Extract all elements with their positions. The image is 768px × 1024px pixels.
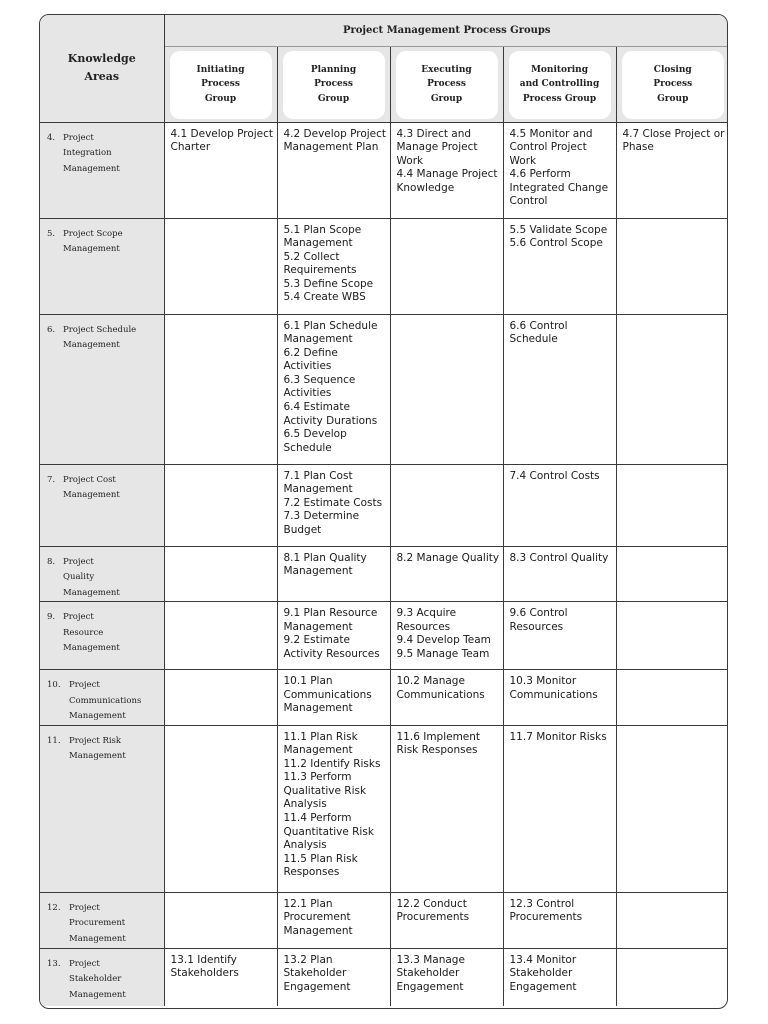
process-cell-planning [277, 670, 390, 726]
process-item: 6.2 Define Activities [283, 346, 338, 373]
knowledge-area-cell [40, 670, 164, 726]
process-group-label-line: and Controlling [519, 79, 600, 90]
process-cell-initiating [164, 725, 277, 892]
process-item: 5.3 Define Scope [283, 277, 374, 290]
process-item: 4.4 Manage Project Knowledge [396, 168, 498, 194]
process-cell-executing [390, 892, 503, 948]
process-item: 4.7 Close Project or Phase [622, 127, 725, 154]
knowledge-area-label-line: Project [63, 612, 94, 622]
process-group-card [283, 51, 385, 119]
knowledge-area-label-line: Project [69, 902, 100, 913]
process-item: 8.2 Manage Quality [396, 551, 500, 564]
process-group-label-line: Group [657, 93, 689, 104]
knowledge-area-number: 7. [47, 474, 56, 485]
process-cell-monitoring-controlling [503, 948, 616, 1006]
process-item: 4.3 Direct and Manage Project Work [396, 127, 478, 167]
process-item: 4.1 Develop Project Charter [170, 127, 274, 154]
process-cell-initiating [164, 218, 277, 314]
process-cell-planning [277, 122, 390, 218]
knowledge-area-label-line: Project [69, 958, 100, 969]
process-cell-planning [277, 218, 390, 314]
process-cell-planning [277, 464, 390, 546]
process-item: 5.5 Validate Scope [509, 223, 608, 236]
process-item: 9.2 Estimate Activity Resources [283, 634, 380, 660]
process-item: 11.2 Identify Risks [283, 757, 381, 770]
knowledge-area-label-line: Management [69, 711, 126, 721]
process-group-label-line: Executing [421, 64, 472, 75]
process-cell-executing [390, 314, 503, 464]
process-group-card [396, 51, 498, 119]
process-group-card [170, 51, 272, 119]
process-group-label-line: Group [317, 93, 350, 104]
process-cell-initiating [164, 546, 277, 602]
knowledge-area-label-line: Stakeholder [69, 974, 122, 984]
knowledge-area-label-line: Project Cost [63, 474, 116, 485]
knowledge-area-row [40, 218, 728, 314]
process-cell-monitoring-controlling [503, 602, 616, 670]
process-group-label-line: Process [201, 79, 240, 90]
process-group-header-planning [277, 46, 390, 122]
process-cell-monitoring-controlling [503, 464, 616, 546]
process-item: 11.7 Monitor Risks [509, 730, 607, 743]
knowledge-area-row [40, 948, 728, 1006]
process-item: 9.3 Acquire Resources [396, 607, 457, 633]
corner-line: Areas [84, 70, 120, 84]
process-cell-planning [277, 602, 390, 670]
process-cell-initiating [164, 892, 277, 948]
process-item: 10.1 Plan Communications Management [283, 675, 372, 715]
process-item: 7.1 Plan Cost Management [283, 469, 353, 496]
process-group-header-initiating [164, 46, 277, 122]
process-item: 8.3 Control Quality [509, 551, 609, 564]
process-item: 11.3 Perform Qualitative Risk Analysis [283, 771, 367, 811]
process-item: 9.1 Plan Resource Management [283, 607, 378, 633]
process-item: 5.6 Control Scope [509, 237, 603, 250]
process-item: 13.1 Identify Stakeholders [170, 953, 239, 980]
process-group-label-line: Closing [653, 64, 692, 75]
process-cell-monitoring-controlling [503, 314, 616, 464]
process-item: 4.6 Perform Integrated Change Control [509, 168, 609, 208]
process-cell-closing [616, 725, 728, 892]
process-group-label-line: Planning [310, 64, 357, 75]
matrix-table [40, 15, 728, 1006]
process-cell-executing [390, 122, 503, 218]
process-group-label-line: Process [653, 79, 693, 90]
process-cell-planning [277, 892, 390, 948]
process-cell-closing [616, 948, 728, 1006]
process-group-label-line: Group [204, 93, 237, 104]
process-cell-monitoring-controlling [503, 122, 616, 218]
knowledge-area-row [40, 314, 728, 464]
knowledge-area-label-line: Management [69, 933, 126, 944]
knowledge-area-label-line: Project [63, 556, 94, 567]
process-cell-initiating [164, 948, 277, 1006]
process-group-header-closing [616, 46, 728, 122]
process-cell-executing [390, 546, 503, 602]
process-item: 6.6 Control Schedule [509, 319, 568, 346]
process-cell-executing [390, 602, 503, 670]
knowledge-area-cell [40, 218, 164, 314]
process-cell-planning [277, 725, 390, 892]
knowledge-area-cell [40, 122, 164, 218]
process-cell-initiating [164, 464, 277, 546]
process-group-matrix [39, 14, 728, 1009]
process-item: 10.2 Manage Communications [396, 675, 485, 701]
process-cell-closing [616, 892, 728, 948]
knowledge-area-label-line: Project [69, 680, 100, 690]
process-item: 5.4 Create WBS [283, 291, 366, 304]
knowledge-area-label-line: Management [63, 587, 120, 598]
process-group-label-line: Process [314, 79, 353, 90]
process-item: 13.3 Manage Stakeholder Engagement [396, 953, 465, 993]
knowledge-area-cell [40, 314, 164, 464]
knowledge-area-number: 13. [47, 958, 61, 969]
process-group-label-line: Monitoring [530, 64, 589, 75]
knowledge-area-number: 9. [47, 612, 56, 622]
process-cell-initiating [164, 314, 277, 464]
knowledge-area-label-line: Project [63, 132, 94, 143]
process-item: 12.1 Plan Procurement Management [283, 897, 353, 937]
process-item: 7.4 Control Costs [509, 469, 600, 482]
knowledge-area-cell [40, 892, 164, 948]
knowledge-area-cell [40, 546, 164, 602]
process-cell-closing [616, 546, 728, 602]
process-item: 13.4 Monitor Stakeholder Engagement [509, 953, 577, 993]
process-group-label-line: Group [430, 93, 463, 104]
knowledge-area-row [40, 464, 728, 546]
process-item: 7.3 Determine Budget [283, 510, 360, 536]
process-item: 10.3 Monitor Communications [509, 675, 598, 701]
process-cell-executing [390, 948, 503, 1006]
process-item: 5.1 Plan Scope Management [283, 223, 362, 250]
knowledge-area-number: 11. [47, 735, 61, 746]
process-cell-monitoring-controlling [503, 546, 616, 602]
process-group-card [622, 51, 725, 119]
knowledge-area-row [40, 725, 728, 892]
knowledge-area-label-line: Management [69, 751, 126, 761]
knowledge-area-label-line: Management [63, 490, 120, 500]
process-item: 6.1 Plan Schedule Management [283, 319, 378, 346]
knowledge-area-label-line: Management [63, 163, 120, 174]
knowledge-area-row [40, 602, 728, 670]
process-cell-initiating [164, 602, 277, 670]
process-item: 9.5 Manage Team [396, 647, 490, 660]
knowledge-area-cell [40, 948, 164, 1006]
process-item: 9.6 Control Resources [509, 607, 568, 633]
process-groups-title: Project Management Process Groups [164, 15, 728, 46]
process-item: 6.5 Develop Schedule [283, 428, 347, 454]
process-cell-executing [390, 464, 503, 546]
process-item: 4.2 Develop Project Management Plan [283, 127, 387, 154]
process-cell-planning [277, 948, 390, 1006]
process-cell-executing [390, 725, 503, 892]
process-group-header-executing [390, 46, 503, 122]
process-item: 6.3 Sequence Activities [283, 373, 356, 400]
process-item: 11.1 Plan Risk Management [283, 730, 358, 757]
process-cell-closing [616, 314, 728, 464]
knowledge-area-row [40, 670, 728, 726]
knowledge-area-label-line: Integration [63, 148, 112, 158]
knowledge-area-number: 4. [47, 132, 56, 143]
process-cell-monitoring-controlling [503, 725, 616, 892]
knowledge-area-label-line: Management [69, 989, 126, 1000]
knowledge-area-label-line: Management [63, 643, 120, 653]
knowledge-area-label-line: Management [63, 244, 120, 254]
process-cell-executing [390, 218, 503, 314]
knowledge-area-number: 5. [47, 228, 56, 239]
process-item: 11.6 Implement Risk Responses [396, 730, 481, 757]
process-item: 6.4 Estimate Activity Durations [283, 401, 378, 427]
process-cell-planning [277, 314, 390, 464]
process-cell-executing [390, 670, 503, 726]
process-item: 13.2 Plan Stakeholder Engagement [283, 953, 351, 993]
corner-line: Knowledge [67, 52, 136, 66]
knowledge-area-label-line: Procurement [69, 918, 126, 928]
knowledge-area-label-line: Project Scope [63, 228, 123, 239]
knowledge-area-row [40, 892, 728, 948]
process-cell-closing [616, 218, 728, 314]
process-cell-closing [616, 670, 728, 726]
knowledge-area-label-line: Management [63, 340, 120, 350]
knowledge-area-row [40, 122, 728, 218]
process-group-card [509, 51, 611, 119]
knowledge-area-label-line: Quality [63, 572, 95, 582]
knowledge-area-number: 6. [47, 324, 56, 335]
process-item: 12.2 Conduct Procurements [396, 897, 470, 924]
process-group-label-line: Process Group [522, 93, 597, 104]
process-cell-initiating [164, 670, 277, 726]
knowledge-area-label-line: Project Risk [69, 735, 122, 746]
process-cell-closing [616, 122, 728, 218]
knowledge-area-row [40, 546, 728, 602]
process-item: 12.3 Control Procurements [509, 897, 583, 924]
knowledge-area-label-line: Communications [69, 695, 142, 706]
process-group-header-monitoring-controlling [503, 46, 616, 122]
knowledge-area-cell [40, 602, 164, 670]
knowledge-area-number: 8. [47, 556, 56, 567]
knowledge-area-label-line: Resource [63, 627, 104, 638]
process-item: 9.4 Develop Team [396, 634, 491, 647]
knowledge-areas-header [40, 15, 164, 122]
process-cell-monitoring-controlling [503, 670, 616, 726]
process-item: 11.4 Perform Quantitative Risk Analysis [283, 812, 374, 852]
process-cell-monitoring-controlling [503, 218, 616, 314]
process-cell-closing [616, 464, 728, 546]
knowledge-area-label-line: Project Schedule [63, 324, 137, 335]
knowledge-area-number: 10. [47, 680, 61, 690]
process-item: 5.2 Collect Requirements [283, 250, 357, 277]
knowledge-area-cell [40, 725, 164, 892]
process-item: 4.5 Monitor and Control Project Work [509, 127, 593, 167]
process-cell-closing [616, 602, 728, 670]
process-group-label-line: Initiating [196, 64, 245, 75]
knowledge-area-cell [40, 464, 164, 546]
process-item: 11.5 Plan Risk Responses [283, 852, 358, 879]
process-item: 7.2 Estimate Costs [283, 496, 383, 509]
knowledge-area-number: 12. [47, 902, 61, 913]
process-cell-monitoring-controlling [503, 892, 616, 948]
process-cell-initiating [164, 122, 277, 218]
process-cell-planning [277, 546, 390, 602]
process-item: 8.1 Plan Quality Management [283, 551, 367, 578]
process-group-label-line: Process [427, 79, 466, 90]
